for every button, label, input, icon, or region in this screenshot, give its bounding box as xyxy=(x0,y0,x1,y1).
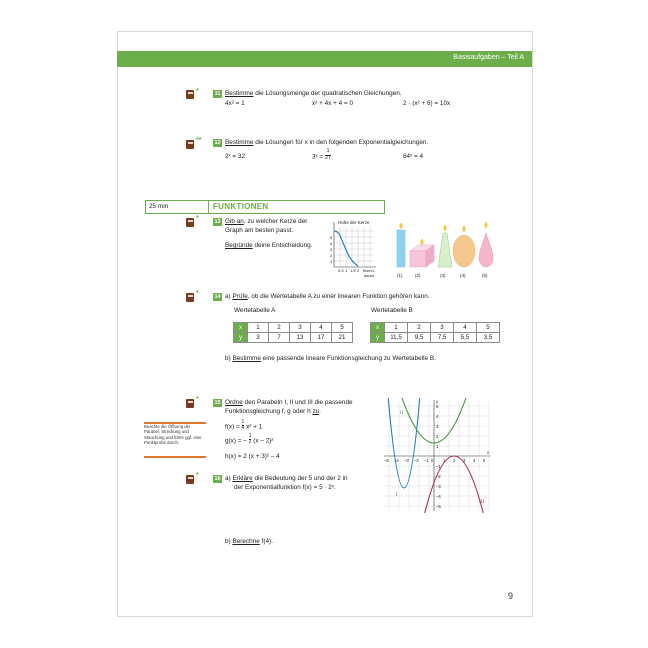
candle-label: (2) xyxy=(415,273,421,278)
hint-box: Beachte die Öffnung der Parabel, Streckung und Stauchung und führe ggf. eine Punktprobe durch. xyxy=(144,422,206,458)
table-cell: 5 xyxy=(477,323,500,333)
table-cell: 3 xyxy=(431,323,454,333)
candle-1 xyxy=(397,223,405,267)
x-tick: 0,5 xyxy=(338,268,344,273)
y-tick: –5 xyxy=(436,504,441,509)
page-number: 9 xyxy=(508,591,514,601)
y-tick: 3 xyxy=(436,424,439,429)
section-title: FUNKTIONEN xyxy=(213,202,269,211)
table-cell: 11,5 xyxy=(385,333,408,343)
y-tick: 1 xyxy=(436,444,439,449)
candle-label: (5) xyxy=(482,273,488,278)
y-axis-label: y xyxy=(436,399,439,404)
table-cell: 2 xyxy=(269,323,290,333)
task-number: 15 xyxy=(214,400,221,406)
task-16a-instruction: a) Erkläre die Bedeutung der 5 und der 2 in xyxy=(225,475,348,482)
y-tick: 2 xyxy=(436,434,439,439)
calculator-icon xyxy=(186,475,194,484)
task-12-equation-2: 3ˣ = $\frac{1}{27}$ xyxy=(312,148,332,161)
x-tick: 2 xyxy=(453,458,456,463)
x-tick: –4 xyxy=(394,458,399,463)
chapter-header-bar xyxy=(117,51,532,67)
table-cell: 13 xyxy=(290,333,311,343)
candle-figure xyxy=(326,217,496,281)
difficulty-stars: * xyxy=(196,88,199,95)
table-cell: 4 xyxy=(311,323,332,333)
task-14a-instruction: a) Prüfe, ob die Wertetabelle A zu einer linearen Funktion gehören kann. xyxy=(225,293,430,300)
difficulty-stars: * xyxy=(196,396,199,403)
task-11-instruction: Bestimme die Lösungsmenge der quadratischen Gleichungen. xyxy=(225,90,402,97)
table-a-title: Wertetabelle A xyxy=(234,307,276,314)
table-cell: 3 xyxy=(248,333,269,343)
calculator-icon xyxy=(186,399,194,408)
candle-label: (3) xyxy=(440,273,446,278)
x-tick: 1,5 xyxy=(350,268,356,273)
task-number: 13 xyxy=(214,219,221,225)
section-header xyxy=(145,200,385,214)
function-f: f(x) = $\frac{1}{4}$ x² + 1 xyxy=(225,419,263,431)
table-cell: 1 xyxy=(385,323,408,333)
difficulty-stars: * xyxy=(196,290,199,297)
x-axis-label: Brenn- xyxy=(363,268,376,273)
table-cell: 4 xyxy=(454,323,477,333)
table-cell: 3,5 xyxy=(477,333,500,343)
section-time: 25 min xyxy=(149,203,169,210)
value-table-a xyxy=(233,322,353,343)
table-cell: 1 xyxy=(248,323,269,333)
x-tick: 2 xyxy=(357,268,360,273)
calculator-icon xyxy=(186,218,194,227)
y-tick: 3 xyxy=(330,247,333,252)
section-divider xyxy=(208,201,209,213)
task-number: 11 xyxy=(214,91,221,97)
candle-4 xyxy=(453,226,475,267)
x-tick: 1 xyxy=(443,458,446,463)
task-12-instruction: Bestimme die Lösungen für x in den folgenden Exponentialgleichungen. xyxy=(225,139,429,146)
task-12-equation-1: 2ˣ = 32 xyxy=(225,153,246,160)
task-16b-instruction: b) Berechne f(4). xyxy=(225,538,273,545)
table-header-x: x xyxy=(371,323,385,333)
x-tick: –1 xyxy=(424,458,429,463)
parabola-label-iii: III xyxy=(479,500,484,505)
x-tick: 5 xyxy=(483,458,486,463)
task-13-instruction: Gib an, zu welcher Kerze der xyxy=(225,218,308,225)
candle-height-graph xyxy=(330,220,376,278)
table-cell: 5,5 xyxy=(454,333,477,343)
y-tick: –1 xyxy=(436,464,441,469)
table-header-x: x xyxy=(234,323,248,333)
y-tick: –3 xyxy=(436,484,441,489)
parabola-label-ii: II xyxy=(400,411,404,416)
task-number: 14 xyxy=(214,294,221,300)
table-cell: 7,5 xyxy=(431,333,454,343)
y-tick: –4 xyxy=(436,494,441,499)
y-tick: 4 xyxy=(436,414,439,419)
x-tick: 4 xyxy=(473,458,476,463)
x-axis-label: x xyxy=(487,450,490,455)
task-16a-instruction-line-2: der Exponentialfunktion f(x) = 5 · 2ˣ. xyxy=(234,484,336,491)
table-cell: 5 xyxy=(332,323,353,333)
table-cell: 7 xyxy=(269,333,290,343)
table-header-y: y xyxy=(234,333,248,343)
function-g: g(x) = – $\frac{1}{2}$ (x – 2)² xyxy=(225,433,274,445)
parabola-iii xyxy=(424,456,484,513)
candle-5 xyxy=(479,222,493,267)
parabola-i xyxy=(388,398,420,488)
table-cell: 3 xyxy=(290,323,311,333)
candle-2 xyxy=(410,239,434,267)
task-number: 16 xyxy=(214,476,221,482)
graph-y-label: Höhe der Kerze xyxy=(338,220,370,225)
table-cell: 2 xyxy=(408,323,431,333)
x-tick: –3 xyxy=(404,458,409,463)
task-12-equation-3: 64ˣ = 4 xyxy=(403,153,424,160)
task-15-instruction: Ordne den Parabeln I, II und III die passende xyxy=(225,399,353,406)
table-header-y: y xyxy=(371,333,385,343)
calculator-icon xyxy=(186,293,194,302)
x-axis-label: dauer xyxy=(364,273,375,278)
table-cell: 21 xyxy=(332,333,353,343)
table-b-title: Wertetabelle B xyxy=(371,307,413,314)
candle-label: (4) xyxy=(460,273,466,278)
task-number: 12 xyxy=(214,140,221,146)
x-tick: 3 xyxy=(463,458,466,463)
candle-3 xyxy=(438,225,452,267)
task-15-instruction-line-2: Funktionsgleichung f, g oder h zu. xyxy=(225,408,321,415)
y-tick: 5 xyxy=(330,235,333,240)
parabola-label-i: I xyxy=(396,493,398,498)
task-13-justify: Begründe deine Entscheidung. xyxy=(225,242,313,249)
task-11-equation-3: 2 · (x² + 6) = 10x xyxy=(403,100,451,107)
chapter-header-title: Basisaufgaben – Teil A xyxy=(453,54,524,61)
y-tick: 1 xyxy=(330,259,333,264)
difficulty-stars: ** xyxy=(196,137,202,144)
table-cell: 17 xyxy=(311,333,332,343)
y-tick: 4 xyxy=(330,241,333,246)
x-tick: 1 xyxy=(345,268,348,273)
candle-label: (1) xyxy=(397,273,403,278)
task-14b-instruction: b) Bestimme eine passende lineare Funktionsgleichung zu Wertetabelle B. xyxy=(225,355,436,362)
difficulty-stars: * xyxy=(196,472,199,479)
task-11-equation-2: x² + 4x + 4 = 0 xyxy=(312,100,354,107)
value-table-b xyxy=(370,322,500,343)
task-13-instruction-line-2: Graph am besten passt. xyxy=(225,227,294,234)
table-cell: 9,5 xyxy=(408,333,431,343)
x-tick: 0 xyxy=(431,458,434,463)
x-tick: –5 xyxy=(384,458,389,463)
y-tick: 2 xyxy=(330,253,333,258)
calculator-icon xyxy=(186,140,194,149)
difficulty-stars: * xyxy=(196,215,199,222)
y-tick: 5 xyxy=(436,404,439,409)
task-11-equation-1: 4x² = 1 xyxy=(225,100,245,107)
y-tick: –2 xyxy=(436,474,441,479)
function-h: h(x) = 2 (x + 3)² – 4 xyxy=(225,453,280,460)
parabola-graph xyxy=(382,398,492,513)
calculator-icon xyxy=(186,90,194,99)
x-tick: –2 xyxy=(414,458,419,463)
